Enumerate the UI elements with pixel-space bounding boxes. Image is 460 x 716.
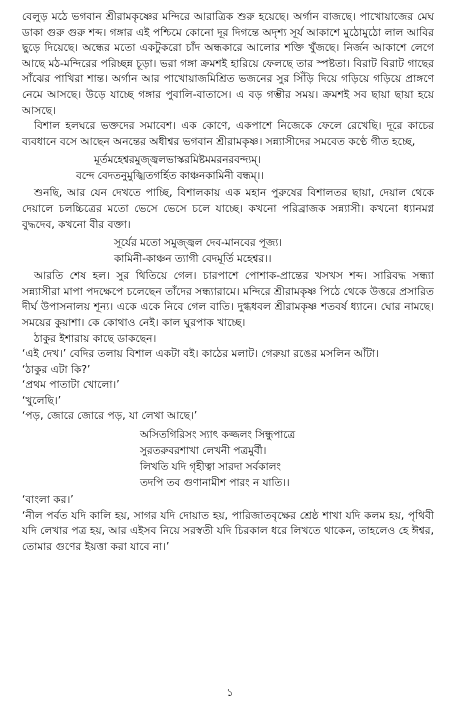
dialogue-line: ‘বাংলা কর।’ — [22, 494, 74, 507]
paragraph-3: শুনছি, আর যেন দেখতে পাচ্ছি, বিশালকায় এক মহান পুরুষের বিশালতর ছায়া, দেয়াল থেকে দেয়ালে চলচ্চিত্রের মতো ভেসে ভেসে চলে যাচ্ছে। কখনো পরিব্রাজক সন্ন্যাসী। কখনো ধ্যানমগ্ন বুদ্ধদেব, কখনো বীর বক্তা। — [22, 187, 434, 231]
sanskrit-sloka — [22, 427, 434, 491]
page-number: ১ — [226, 686, 234, 699]
dialogue-line: ‘এই দেখ।’ বেদির তলায় বিশাল একটা বই। কাঠের মলাট। গেরুয়া রঙের মসলিন আঁটা। — [22, 348, 379, 361]
verse-line: সূর্যের মতো সমুজ্জ্বল দেব-মানবের পূজ্য। — [114, 237, 282, 250]
verse-line: অসিতগিরিসং স্যাৎ কজ্জলং সিন্ধুপাত্রে — [140, 429, 296, 442]
paragraph-5: ঠাকুর ইশারায় কাছে ডাকছেন। — [34, 332, 157, 345]
page-body — [22, 10, 434, 555]
paragraph-1: বেলুড় মঠে ভগবান শ্রীরামকৃষ্ণের মন্দিরে আরাত্রিক শুরু হয়েছে। অর্গান বাজছে। পাখোয়াজের মেঘ ডাকা গুরু গুরু শব্দ। গঙ্গার এই পশ্চিমে কোনো দূর দিগন্তে অদৃশ্য সূর্য আকাশে মুঠোমুঠো লাল আবির ছুড়ে দিয়েছে। অন্ধের মতো একটুকরো চাঁদ অন্ধকারে আলোর শক্তি খুঁজছে। নির্জন আকাশে লেগে আছে মঠ-মন্দিরের পরিচ্ছন্ন চূড়া। ভরা গঙ্গা ক্রমশই হারিয়ে ফেলছে তার স্পষ্টতা। বিরাট বিরাট গাছের সাঁঝের পাখিরা শান্ত। অর্গান আর পাখোয়াজমিশ্রিত ভজনের সুর সিঁড়ি দিয়ে গড়িয়ে গড়িয়ে প্রাঙ্গণে নেমে আসছে। উড়ে যাচ্ছে গঙ্গার পুবালি-বাতাসে। এ বড় গম্ভীর সময়। ক্রমশই সব ছায়া ছায়া হয়ে আসছে। — [22, 11, 434, 117]
dialogue-line: ‘পড়, জোরে জোরে পড়, যা লেখা আছে।’ — [22, 410, 198, 423]
paragraph-4: আরতি শেষ হল। সুর থিতিয়ে গেল। চারপাশে পোশাক-প্রান্তের খসখস শব্দ। সারিবদ্ধ সন্ধ্যা সন্ন্যাসীরা মাপা পদক্ষেপে চলেছেন তাঁদের সন্ধ্যারামে। মন্দিরে শ্রীরামকৃষ্ণ পিঠে থেকে উত্তরে প্রসারিত দীর্ঘ উপাসনালয় শূন্য। একে একে নিবে গেল বাতি। দুগ্ধধবল শ্রীরামকৃষ্ণ শতবর্ষ ধ্যানে। ঘোর নামছে। সময়ের কুয়াশা। কে কোথাও নেই। কাল ঘুরপাক খাচ্ছে। — [22, 270, 434, 329]
verse-line: লিখতি যদি গৃহীত্বা সারদা সর্বকালং — [140, 461, 281, 474]
paragraph-2: বিশাল হলঘরে ভক্তদের সমাবেশ। এক কোণে, একপাশে নিজেকে ফেলে রেখেছি। দূরে কাচের ব্যবধানে বসে আছেন অনন্তের অধীশ্বর ভগবান শ্রীরামকৃষ্ণ। সন্ন্যাসীদের সমবেত কণ্ঠে গীত হচ্ছে, — [22, 120, 434, 148]
bengali-verse — [22, 235, 434, 267]
verse-line: মূর্তমহেশ্বরমুজ্জ্বলভাস্করমিষ্টমমরনরবন্দ্যম্। — [94, 154, 261, 167]
verse-line: কামিনী-কাঞ্চন ত্যাগী বেদমূর্তি মহেশ্বর।। — [114, 253, 272, 266]
verse-line: বন্দে বেদতনুমুজ্ঝিতগর্হিত কাঞ্চনকামিনী বন্ধম্।। — [76, 170, 264, 183]
verse-line: তদপি তব গুণানামীশ পারং ন যাতি।। — [140, 477, 290, 490]
dialogue-line: ‘প্রথম পাতাটা খোলো।’ — [22, 379, 120, 392]
dialogue-line: ‘ঠাকুর এটা কি?’ — [22, 363, 91, 376]
verse-line: সুরতরুবরশাখা লেখনী পত্রমুর্বী। — [140, 445, 267, 458]
paragraph-translation: ‘নীল পর্বত যদি কালি হয়, সাগর যদি দোয়াত হয়, পারিজাতবৃক্ষের শ্রেষ্ঠ শাখা যদি কলম হয়, পৃথিবী যদি লেখার পত্র হয়, আর এইসব নিয়ে সরস্বতী যদি চিরকাল ধরে লিখতে থাকেন, তাহলেও হে ঈশ্বর, তোমার গুণের ইয়ত্তা করা যাবে না।’ — [22, 509, 434, 553]
sanskrit-verse — [22, 152, 434, 184]
dialogue-line: ‘খুলেছি।’ — [22, 394, 62, 407]
